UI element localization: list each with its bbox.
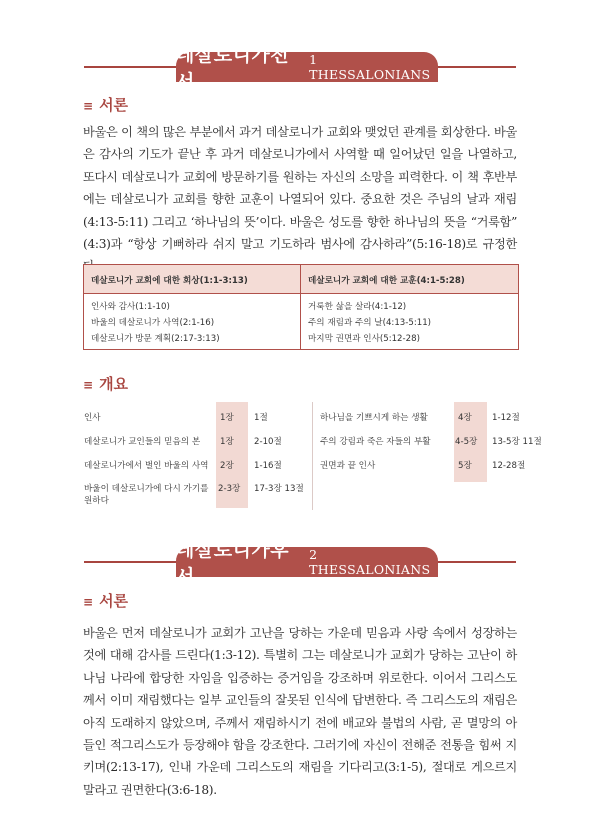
section-heading-label: 개요 xyxy=(99,375,129,393)
table-header-left: 데살로니가 교회에 대한 회상(1:1-3:13) xyxy=(91,276,248,286)
table-divider xyxy=(300,265,301,349)
overview-chapter: 4장 xyxy=(458,413,472,423)
table-header-right: 데살로니가 교회에 대한 교훈(4:1-5:28) xyxy=(308,276,465,286)
overview-verses: 1절 xyxy=(254,413,268,423)
section-heading-overview xyxy=(83,373,128,394)
book-banner-1 xyxy=(84,44,516,93)
equals-icon: ≡ xyxy=(83,595,94,609)
overview-title: 권면과 끝 인사 xyxy=(320,461,376,471)
content-table xyxy=(83,264,519,350)
banner-tab xyxy=(176,44,438,93)
table-item: 마지막 권면과 인사(5:12-28) xyxy=(308,334,420,344)
banner-title-korean: 데살로니가전서 xyxy=(176,44,290,93)
section-heading-intro-2 xyxy=(83,590,128,611)
overview-verses: 12-28절 xyxy=(492,461,526,471)
overview-title: 바울이 데살로니가에 다시 가기를 xyxy=(84,484,209,494)
overview-chapter: 1장 xyxy=(220,437,234,447)
banner-tab xyxy=(176,539,438,588)
banner-title-english: 1 THESSALONIANS xyxy=(309,52,431,82)
overview-title: 데살로니가에서 벌인 바울의 사역 xyxy=(84,461,209,471)
overview-chapter: 2-3장 xyxy=(218,484,241,494)
table-item: 주의 재림과 주의 날(4:13-5:11) xyxy=(308,318,432,328)
overview-title: 데살로니가 교인들의 믿음의 본 xyxy=(84,437,201,447)
banner-title-korean: 데살로니가후서 xyxy=(176,539,290,588)
book-banner-2 xyxy=(84,539,516,588)
overview-title-continued: 원하다 xyxy=(84,496,109,506)
table-item: 인사와 감사(1:1-10) xyxy=(91,302,170,312)
overview-chapter: 5장 xyxy=(458,461,472,471)
intro-paragraph-1: 바울은 이 책의 많은 부분에서 과거 데살로니가 교회와 맺었던 관계를 회상한다. 바울은 감사의 기도가 끝난 후 과거 데살로니가에서 사역할 때 일어났던 일을 나열하고, 또다시 데살로니가 교회에 방문하기를 원하는 자신의 소망을 피력한다. 이 책 후반부에는 데살로니가 교회를 향한 교훈이 나열되어 있다. 중요한 것은 주님의 날과 재림(4:13-5:11) 그리고 ‘하나님의 뜻’이다. 바울은 성도를 향한 하나님의 뜻을 “거룩함” (4:3)과 “항상 기뻐하라 쉬지 말고 기도하라 범사에 감사하라”(5:16-18)로 규정한 xyxy=(83,125,517,252)
overview-verses: 1-12절 xyxy=(492,413,520,423)
overview-verses: 1-16절 xyxy=(254,461,282,471)
overview-chapter: 1장 xyxy=(220,413,234,423)
equals-icon: ≡ xyxy=(83,378,94,392)
overview-title: 하나님을 기쁘시게 하는 생활 xyxy=(320,413,428,423)
overview-title: 주의 강림과 죽은 자들의 부활 xyxy=(320,437,431,447)
overview-verses: 17-3장 13절 xyxy=(254,484,304,494)
equals-icon: ≡ xyxy=(83,99,94,113)
overview-verses: 2-10절 xyxy=(254,437,282,447)
intro-paragraph-2: 바울은 먼저 데살로니가 교회가 고난을 당하는 가운데 믿음과 사랑 속에서 성장하는 것에 대해 감사를 드린다(1:3-12). 특별히 그는 데살로니가 교회가 당하는 고난이 하나님 나라에 합당한 자임을 입증하는 증거임을 강조하며 위로한다. 이어서 그리스도께서 이미 재림했다는 일부 교인들의 잘못된 인식에 답변한다. 즉 그리스도의 재림은 아직 도래하지 않았으며, 주께서 재림하시기 전에 배교와 불법의 사람, 곧 멸망의 아들인 적그리스도가 등장해야 함을 강조한다. 그러기에 자신이 전해준 전통을 힘써 지키며(2:13-17), 인내 가운데 그리스도의 재림을 기다리고(3:1-5), 절대로 게으르지 말라고 권면한다(3:6-18). xyxy=(83,626,517,797)
overview-divider xyxy=(312,402,313,510)
overview-verses: 13-5장 11절 xyxy=(492,437,542,447)
table-item: 바울의 데살로니가 사역(2:1-16) xyxy=(91,318,215,328)
section-heading-intro xyxy=(83,94,128,115)
table-item: 거룩한 삶을 살라(4:1-12) xyxy=(308,302,407,312)
table-item: 데살로니가 방문 계획(2:17-3:13) xyxy=(91,334,220,344)
section-heading-label: 서론 xyxy=(99,592,129,610)
overview-chapter: 2장 xyxy=(220,461,234,471)
overview-chapter: 4-5장 xyxy=(455,437,478,447)
section-heading-label: 서론 xyxy=(99,96,129,114)
overview-title: 인사 xyxy=(84,413,101,423)
banner-title-english: 2 THESSALONIANS xyxy=(309,547,431,577)
